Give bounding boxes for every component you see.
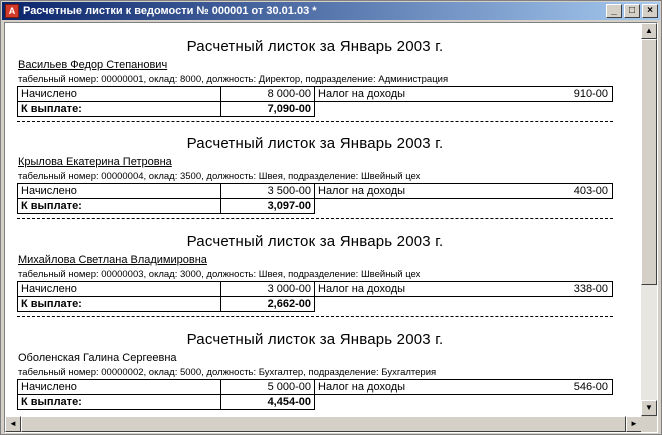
payout-label: К выплате: <box>17 198 221 214</box>
dashed-separator <box>17 316 613 317</box>
scroll-up-button[interactable]: ▲ <box>641 23 657 39</box>
accrued-value: 5 000-00 <box>220 379 315 395</box>
payout-value: 3,097-00 <box>220 198 315 214</box>
payslip-title: Расчетный листок за Январь 2003 г. <box>186 135 444 152</box>
accrued-value: 3 000-00 <box>220 281 315 297</box>
accrued-label: Начислено <box>17 183 221 199</box>
horizontal-scroll-thumb[interactable] <box>21 416 626 432</box>
accrued-label: Начислено <box>17 379 221 395</box>
accrued-value: 3 500-00 <box>220 183 315 199</box>
employee-name[interactable]: Оболенская Галина Сергеевна <box>18 352 177 364</box>
dashed-separator <box>17 121 613 122</box>
payslip-table <box>17 183 613 216</box>
payout-value: 4,454-00 <box>220 394 315 410</box>
scroll-right-button[interactable]: ► <box>626 416 642 432</box>
payout-label: К выплате: <box>17 296 221 312</box>
app-icon: A <box>5 4 19 18</box>
tax-label: Налог на доходы <box>318 185 406 197</box>
employee-name[interactable]: Михайлова Светлана Владимировна <box>18 254 207 266</box>
window-title: Расчетные листки к ведомости № 000001 от 30.01.03 * <box>23 5 317 17</box>
tax-label: Налог на доходы <box>318 283 406 295</box>
payout-value: 7,090-00 <box>220 101 315 117</box>
dashed-separator <box>17 218 613 219</box>
tax-cell <box>314 379 613 395</box>
vertical-scroll-thumb[interactable] <box>641 39 657 285</box>
payout-value: 2,662-00 <box>220 296 315 312</box>
accrued-label: Начислено <box>17 86 221 102</box>
payslip-table <box>17 379 613 412</box>
minimize-button[interactable]: _ <box>606 4 622 18</box>
employee-name[interactable]: Васильев Федор Степанович <box>18 59 168 71</box>
scroll-left-button[interactable]: ◄ <box>5 416 21 432</box>
tax-cell <box>314 86 613 102</box>
tax-value: 546-00 <box>573 381 608 393</box>
payout-label: К выплате: <box>17 101 221 117</box>
tax-value: 403-00 <box>573 185 608 197</box>
employee-info: табельный номер: 00000002, оклад: 5000, должность: Бухгалтер, подразделение: Бухгалтерия <box>18 367 437 378</box>
tax-label: Налог на доходы <box>318 381 406 393</box>
employee-info: табельный номер: 00000004, оклад: 3500, должность: Швея, подразделение: Швейный цех <box>18 171 421 182</box>
tax-label: Налог на доходы <box>318 88 406 100</box>
payslip-title: Расчетный листок за Январь 2003 г. <box>186 331 444 348</box>
document-area <box>4 22 658 433</box>
tax-cell <box>314 281 613 297</box>
window-controls <box>604 4 658 18</box>
accrued-label: Начислено <box>17 281 221 297</box>
tax-value: 338-00 <box>573 283 608 295</box>
maximize-button[interactable]: □ <box>624 4 640 18</box>
scrollbar-corner <box>641 416 657 432</box>
scroll-down-button[interactable]: ▼ <box>641 400 657 416</box>
payslip-title: Расчетный листок за Январь 2003 г. <box>186 233 444 250</box>
title-bar[interactable] <box>2 2 660 20</box>
accrued-value: 8 000-00 <box>220 86 315 102</box>
payout-label: К выплате: <box>17 394 221 410</box>
tax-value: 910-00 <box>573 88 608 100</box>
spreadsheet-document[interactable] <box>5 23 642 416</box>
employee-info: табельный номер: 00000003, оклад: 3000, должность: Швея, подразделение: Швейный цех <box>18 269 421 280</box>
close-button[interactable]: × <box>642 4 658 18</box>
vertical-scrollbar[interactable] <box>641 23 657 416</box>
payslip-title: Расчетный листок за Январь 2003 г. <box>186 38 444 55</box>
payslip-table <box>17 281 613 314</box>
employee-name[interactable]: Крылова Екатерина Петровна <box>18 156 172 168</box>
horizontal-scrollbar[interactable] <box>5 416 642 432</box>
payslip-table <box>17 86 613 119</box>
employee-info: табельный номер: 00000001, оклад: 8000, должность: Директор, подразделение: Администрация <box>18 74 449 85</box>
tax-cell <box>314 183 613 199</box>
